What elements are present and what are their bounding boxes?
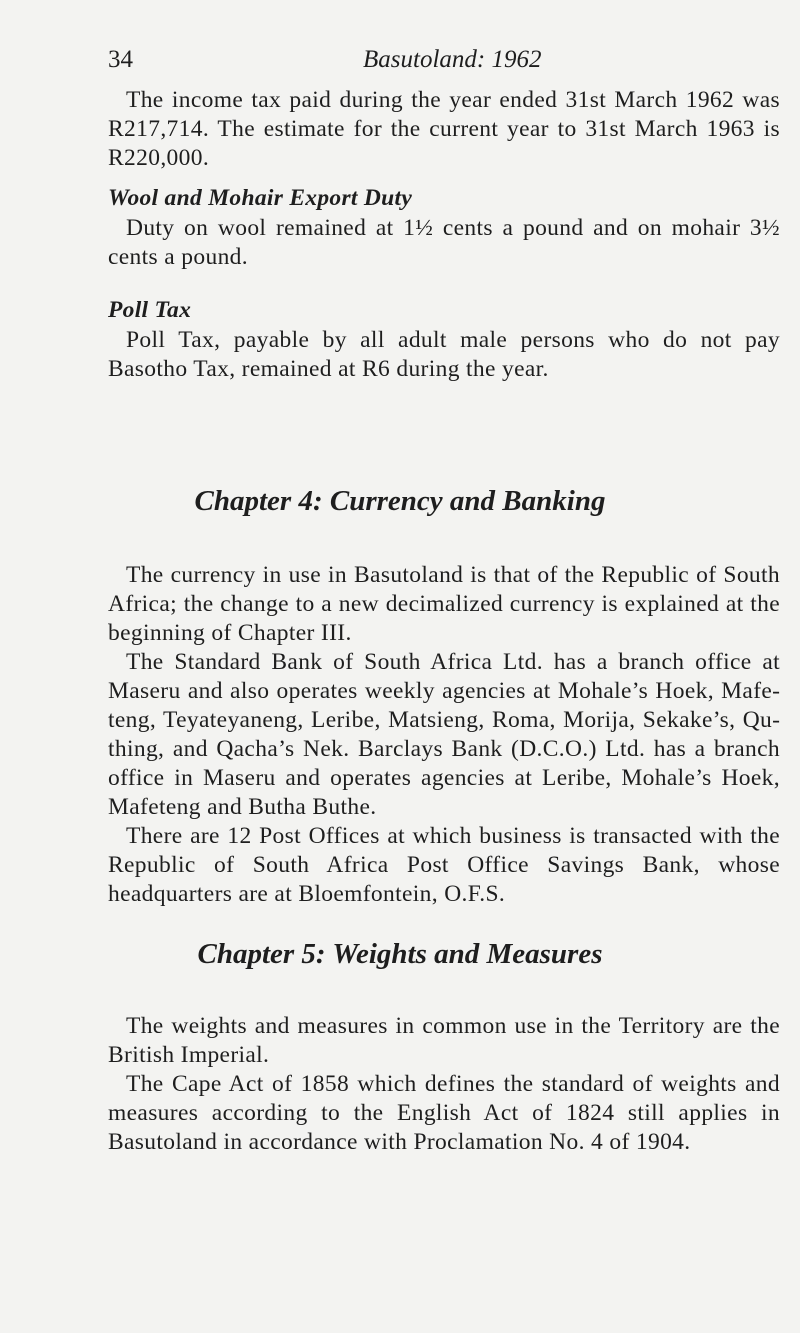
running-header [108, 46, 780, 78]
chapter-4-paragraph-currency: The currency in use in Basutoland is that of the Republic of South Africa; the change to a new decimalized currency is explained at the beginning of Chapter III. [108, 562, 780, 646]
chapter-4-paragraph-post-offices: There are 12 Post Offices at which business is transacted with the Republic of South Africa Post Office Savings Bank, whose headquarters are at Bloemfontein, O.F.S. [108, 823, 780, 907]
chapter-4-heading: Chapter 4: Currency and Banking [194, 485, 606, 517]
income-tax-section [108, 86, 780, 173]
page-number: 34 [108, 46, 133, 73]
chapter-4-body [108, 561, 780, 909]
chapter-5-body [108, 1012, 780, 1157]
chapter-5-paragraph-imperial: The weights and measures in common use in the Territory are the British Imperial. [108, 1013, 780, 1068]
chapter-4-paragraph-banks: The Standard Bank of South Africa Ltd. has a branch office at Maseru and also operates weekly agencies at Mohale’s Hoek, Mafeteng, Teyateyaneng, Leribe, Matsieng, Roma, Morija, Sekake’s, Quthing, and Qacha’s Nek. Barclays Bank (D.C.O.) Ltd. has a branch office in Maseru and operates agencies at Leribe, Mohale’s Hoek, Mafeteng and Butha Buthe. [108, 649, 780, 820]
wool-mohair-section [108, 214, 780, 272]
chapter-5-paragraph-cape-act: The Cape Act of 1858 which defines the standard of weights and measures according to the English Act of 1824 still applies in Basutoland in accordance with Proclamation No. 4 of 1904. [108, 1071, 780, 1155]
poll-tax-heading: Poll Tax [108, 297, 192, 323]
running-title: Basutoland: 1962 [363, 46, 542, 73]
poll-tax-paragraph: Poll Tax, payable by all adult male persons who do not pay Basotho Tax, remained at R6 during the year. [108, 327, 780, 382]
wool-mohair-paragraph: Duty on wool remained at 1½ cents a pound and on mohair 3½ cents a pound. [108, 215, 780, 270]
income-tax-paragraph: The income tax paid during the year ended 31st March 1962 was R217,714. The estimate for the current year to 31st March 1963 is R220,000. [108, 87, 780, 171]
wool-mohair-heading: Wool and Mohair Export Duty [108, 185, 413, 211]
chapter-5-heading: Chapter 5: Weights and Measures [197, 938, 603, 970]
poll-tax-section [108, 326, 780, 384]
